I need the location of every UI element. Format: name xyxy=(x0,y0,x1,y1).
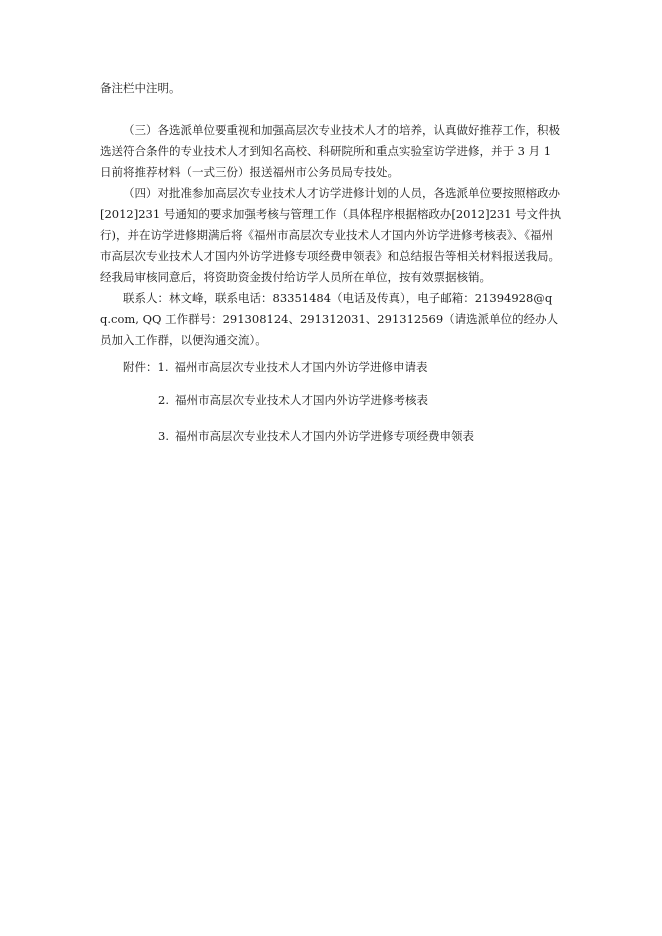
attachment-line-2 xyxy=(158,390,428,411)
paragraph-section-four: （四）对批准参加高层次专业技术人才访学进修计划的人员，各选派单位要按照榕政办[2012]231 号通知的要求加强考核与管理工作（具体程序根据榕政办[2012]231 号文件执行)，并在访学进修期满后将《福州市高层次专业技术人才国内外访学进修考核表》、《福州市高层次专业技术人才国内外访学进修专项经费申领表》和总结报告等相关材料报送我局。经我局审核同意后，将资助资金拨付给访学人员所在单位，按有效票据核销。 xyxy=(100,186,562,284)
attachment-line-3 xyxy=(158,426,474,447)
attachment-number: 1. xyxy=(157,360,169,374)
attachment-number: 2. xyxy=(158,393,169,407)
paragraph-section-three: （三）各选派单位要重视和加强高层次专业技术人才的培养，认真做好推荐工作，积极选送符合条件的专业技术人才到知名高校、科研院所和重点实验室访学进修，并于 3 月 1 日前将推荐材料（一式三份）报送福州市公务员局专技处。 xyxy=(100,123,560,179)
attachment-line-1 xyxy=(123,357,428,378)
attachment-title: 福州市高层次专业技术人才国内外访学进修专项经费申领表 xyxy=(175,429,474,443)
attachment-title: 福州市高层次专业技术人才国内外访学进修申请表 xyxy=(174,360,428,374)
paragraph-remark-note: 备注栏中注明。 xyxy=(100,81,181,95)
attachment-number: 3. xyxy=(158,429,169,443)
paragraph-contact-info: 联系人：林文峰，联系电话：83351484（电话及传真），电子邮箱：21394928@qq.com, QQ 工作群号：291308124、291312031、291312569（请选派单位的经办人员加入工作群，以便沟通交流）。 xyxy=(100,291,559,347)
attachment-label: 附件： xyxy=(123,360,158,374)
attachment-title: 福州市高层次专业技术人才国内外访学进修考核表 xyxy=(175,393,428,407)
